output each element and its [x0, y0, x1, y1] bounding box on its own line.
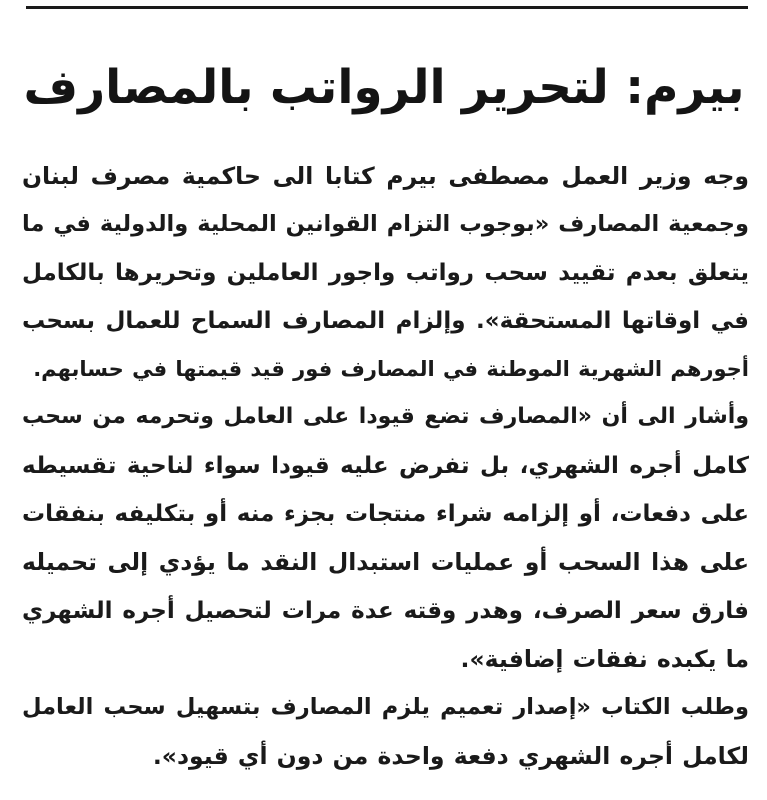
article-line: على هذا السحب أو عمليات استبدال النقد ما يؤدي إلى تحميله — [22, 548, 749, 577]
article-line: في اوقاتها المستحقة». وإلزام المصارف السماح للعمال بسحب — [22, 307, 749, 334]
article-line: فارق سعر الصرف، وهدر وقته عدة مرات لتحصيل أجره الشهري — [22, 597, 749, 624]
article-line: وطلب الكتاب «إصدار تعميم يلزم المصارف بتسهيل سحب العامل — [22, 694, 749, 721]
article-body — [22, 152, 749, 780]
article-line: وجه وزير العمل مصطفى بيرم كتابا الى حاكمية مصرف لبنان — [22, 162, 749, 190]
headline: بيرم: لتحرير الرواتب بالمصارف — [23, 60, 745, 115]
article-line: أجورهم الشهرية الموطنة في المصارف فور قيد قيمتها في حسابهم. — [33, 357, 749, 382]
article-line: ما يكبده نفقات إضافية». — [460, 644, 749, 673]
article-line: وجمعية المصارف «بوجوب التزام القوانين المحلية والدولية في ما — [22, 211, 749, 238]
article-line: لكامل أجره الشهري دفعة واحدة من دون أي قيود». — [152, 741, 749, 770]
article-line: يتعلق بعدم تقييد سحب رواتب واجور العاملين وتحريرها بالكامل — [22, 259, 749, 286]
article-line: على دفعات، أو إلزامه شراء منتجات بجزء منه أو بتكليفه بنفقات — [22, 501, 749, 528]
article-line: كامل أجره الشهري، بل تفرض عليه قيودا سواء لناحية تقسيطه — [22, 452, 749, 479]
article-line: وأشار الى أن «المصارف تضع قيودا على العامل وتحرمه من سحب — [22, 404, 749, 430]
top-rule — [26, 6, 748, 9]
